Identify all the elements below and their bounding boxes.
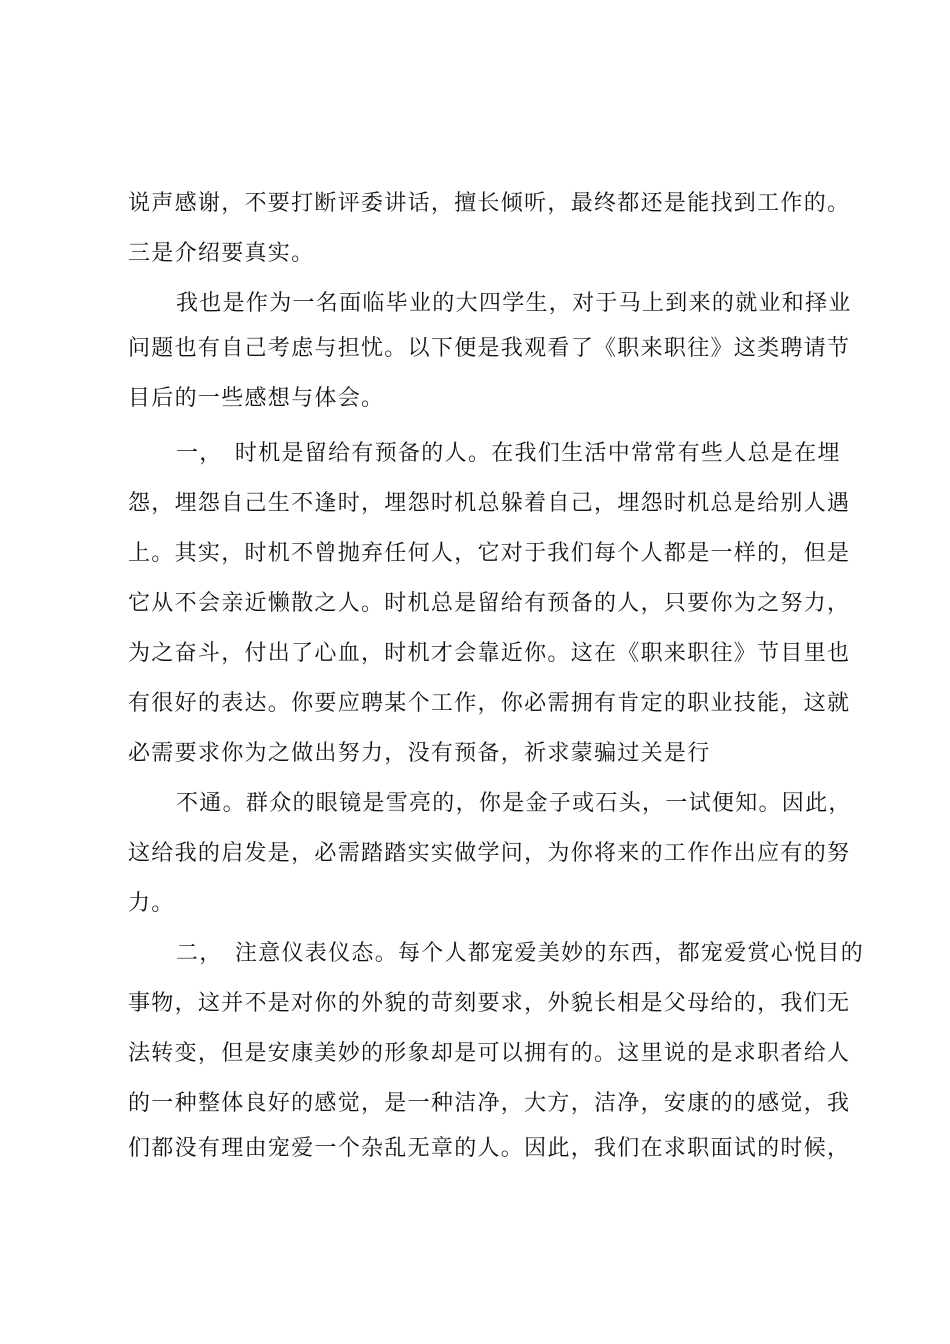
text-line: 这给我的启发是，必需踏踏实实做学问，为你将来的工作作出应有的努	[128, 841, 851, 866]
text-line: 问题也有自己考虑与担忧。以下便是我观看了《职来职往》这类聘请节	[128, 336, 851, 361]
text-line: 有很好的表达。你要应聘某个工作，你必需拥有肯定的职业技能，这就	[128, 691, 851, 716]
paragraph-start: 我也是作为一名面临毕业的大四学生，对于马上到来的就业和择业	[176, 291, 852, 316]
paragraph-start: 一， 时机是留给有预备的人。在我们生活中常常有些人总是在埋	[176, 441, 841, 466]
text-line: 力。	[128, 891, 175, 916]
text-line: 怨，埋怨自己生不逢时，埋怨时机总躲着自己，埋怨时机总是给别人遇	[128, 491, 851, 516]
text-line: 的一种整体良好的感觉，是一种洁净，大方，洁净，安康的的感觉，我	[128, 1091, 851, 1116]
text-line: 们都没有理由宠爱一个杂乱无章的人。因此，我们在求职面试的时候，	[128, 1136, 851, 1161]
paragraph-start: 二， 注意仪表仪态。每个人都宠爱美妙的东西，都宠爱赏心悦目的	[176, 941, 865, 966]
text-line: 三是介绍要真实。	[128, 241, 315, 266]
text-line: 必需要求你为之做出努力，没有预备，祈求蒙骗过关是行	[128, 741, 711, 766]
text-line: 事物，这并不是对你的外貌的苛刻要求，外貌长相是父母给的，我们无	[128, 991, 851, 1016]
text-line: 上。其实，时机不曾抛弃任何人，它对于我们每个人都是一样的，但是	[128, 541, 851, 566]
paragraph-start: 不通。群众的眼镜是雪亮的，你是金子或石头，一试便知。因此，	[176, 791, 852, 816]
text-line: 为之奋斗，付出了心血，时机才会靠近你。这在《职来职往》节目里也	[128, 641, 851, 666]
text-line: 说声感谢，不要打断评委讲话，擅长倾听，最终都还是能找到工作的。	[128, 191, 851, 216]
text-line: 目后的一些感想与体会。	[128, 386, 385, 411]
text-line: 法转变，但是安康美妙的形象却是可以拥有的。这里说的是求职者给人	[128, 1041, 851, 1066]
text-line: 它从不会亲近懒散之人。时机总是留给有预备的人，只要你为之努力，	[128, 591, 851, 616]
